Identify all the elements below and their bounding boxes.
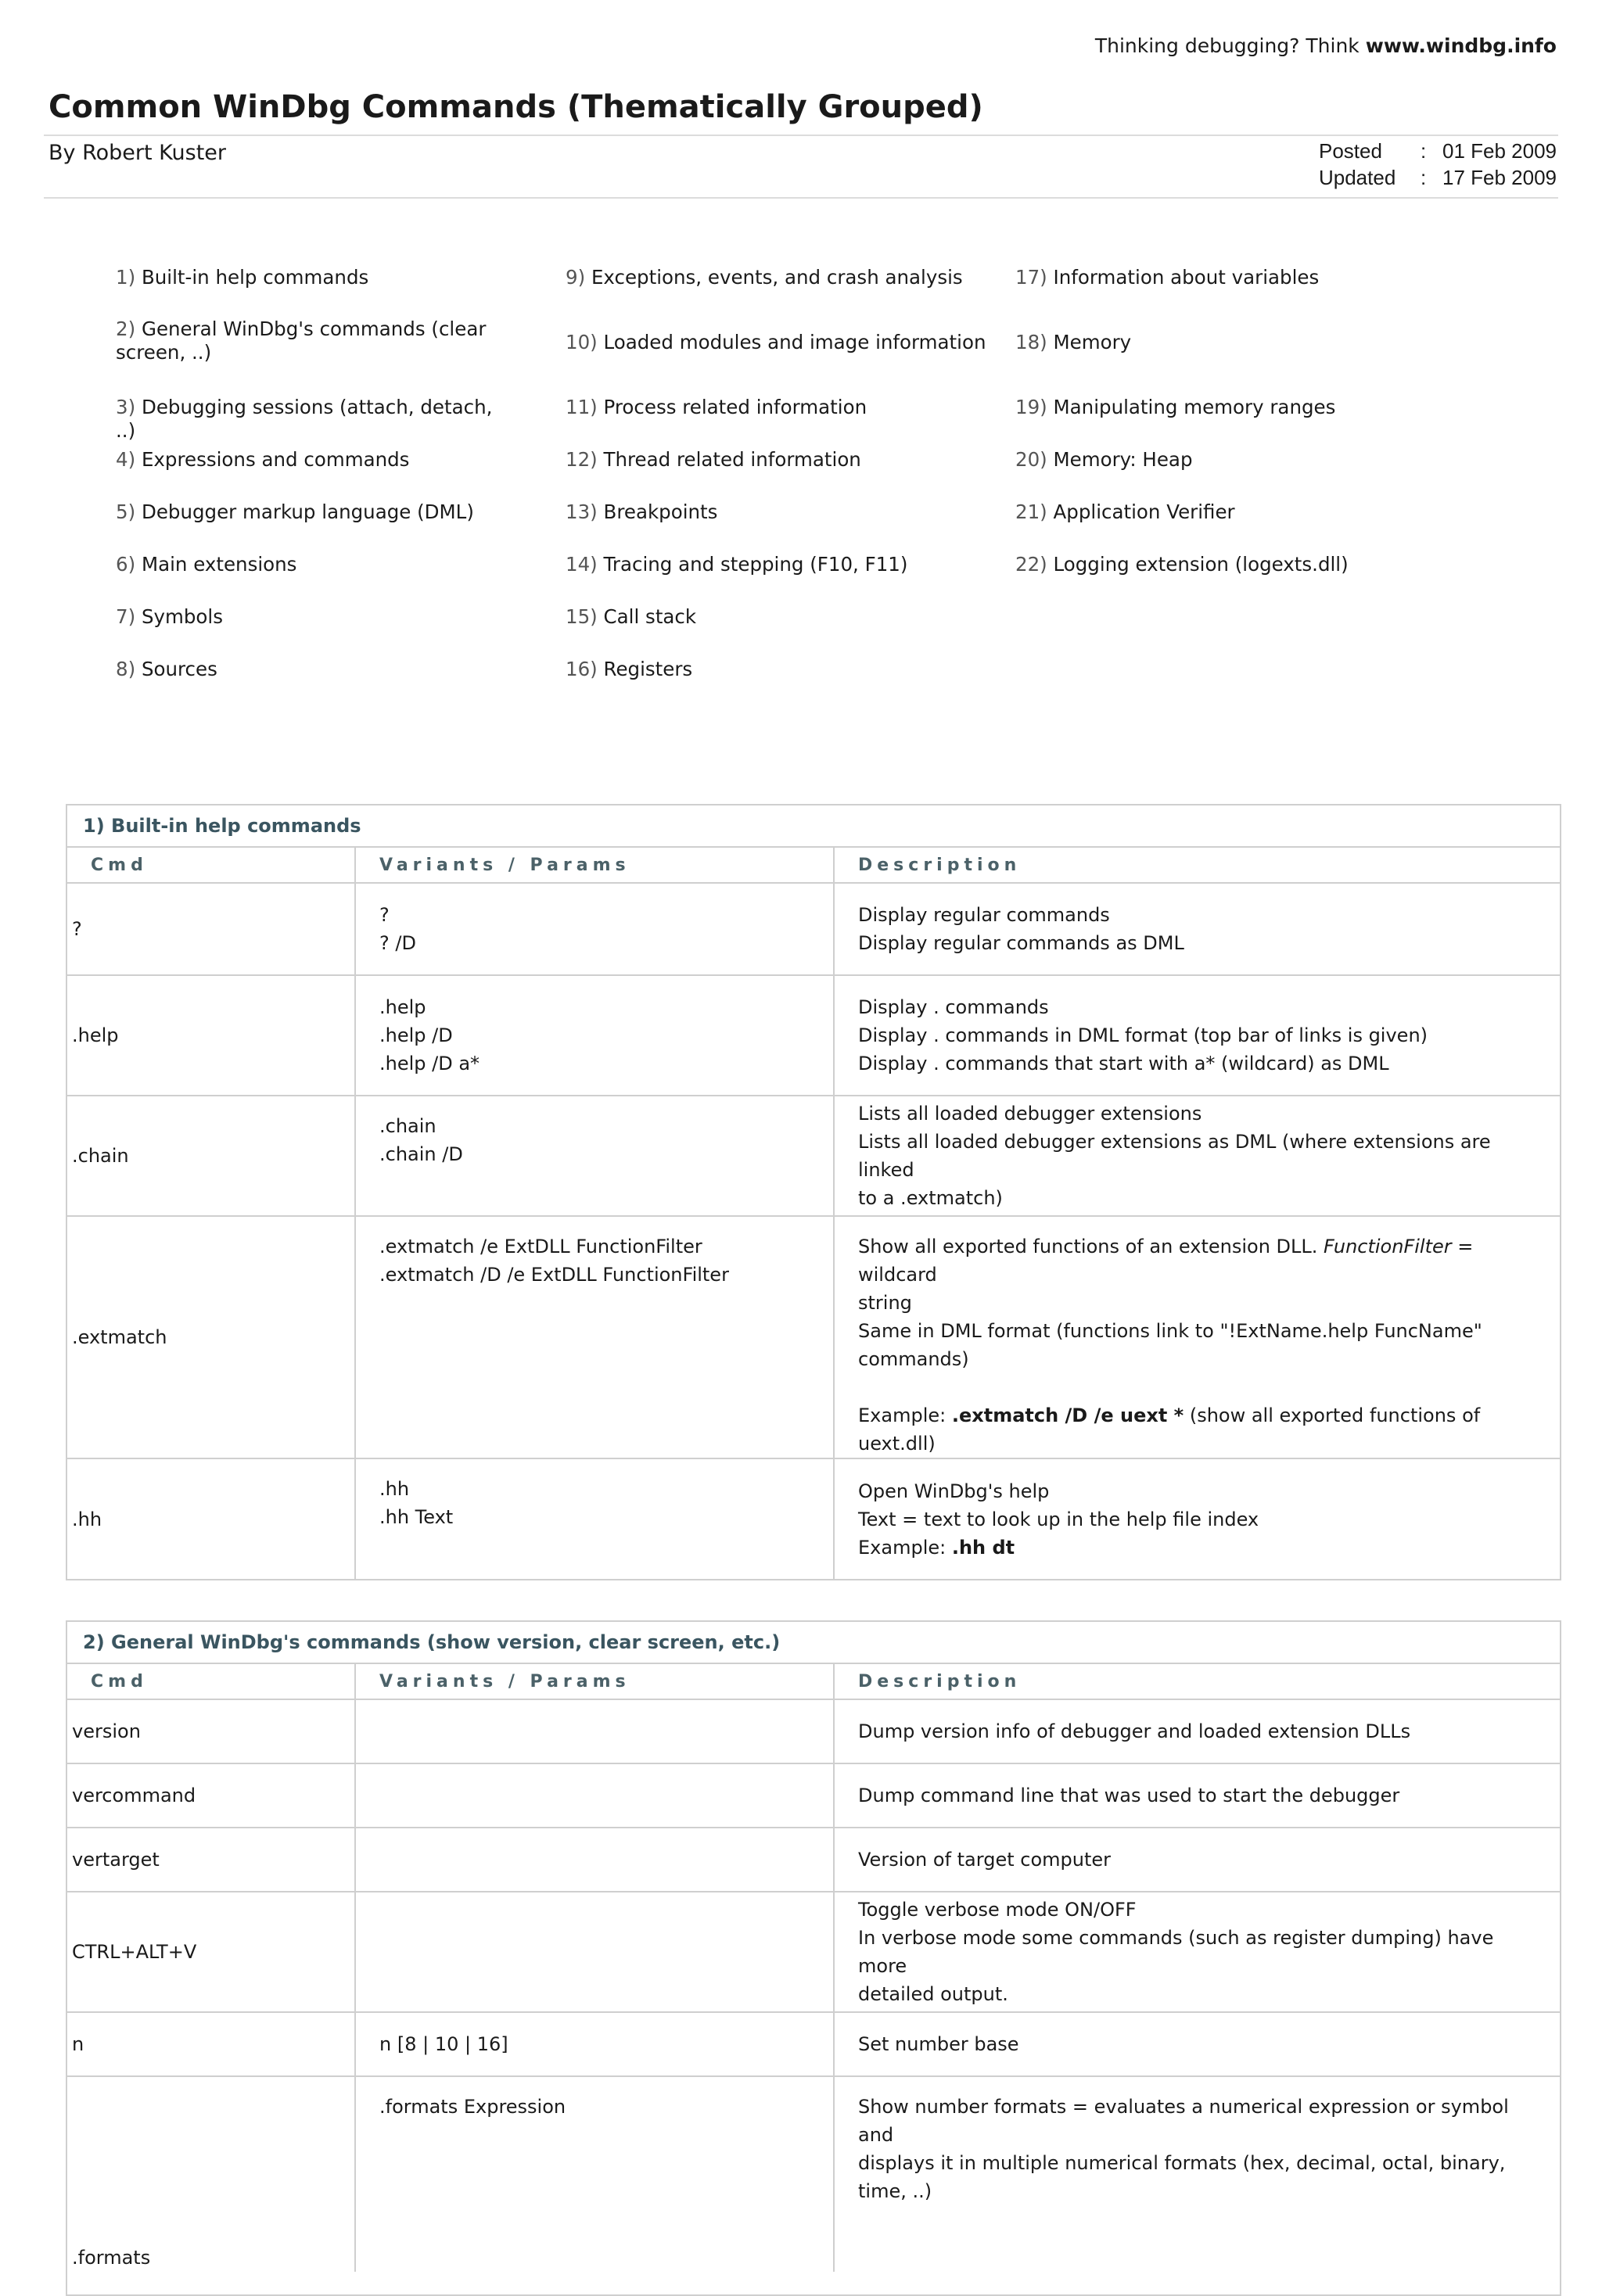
- toc-link[interactable]: 8) Sources: [116, 658, 217, 680]
- cmd-cell: n: [67, 2012, 355, 2076]
- posted-date: 01 Feb 2009: [1442, 139, 1557, 163]
- variants-cell: [355, 1699, 834, 1763]
- posted-colon: :: [1420, 139, 1427, 163]
- variants-cell: .hh .hh Text: [355, 1458, 834, 1579]
- updated-colon: :: [1420, 166, 1427, 189]
- section-general-commands: [66, 1620, 1561, 2296]
- description-cell: Show number formats = evaluates a numerical expression or symbol and displays it in multiple numerical formats (hex, decimal, octal, binary, time, ..): [834, 2076, 1560, 2272]
- table-row: [67, 2076, 1560, 2272]
- toc-link[interactable]: 3) Debugging sessions (attach, detach, ..): [116, 396, 493, 442]
- table-row: [67, 1763, 1560, 1828]
- variants-cell: n [8 | 10 | 16]: [355, 2012, 834, 2076]
- cmd-cell: .formats: [67, 2076, 355, 2272]
- commands-table: [67, 1664, 1560, 2272]
- tagline-prefix: Thinking debugging? Think: [1094, 34, 1366, 57]
- section-title: 2) General WinDbg's commands (show version, clear screen, etc.): [67, 1622, 1560, 1664]
- cmd-cell: vertarget: [67, 1828, 355, 1892]
- column-header-variants: Variants / Params: [355, 848, 834, 883]
- toc-link[interactable]: 21) Application Verifier: [1015, 500, 1235, 523]
- toc-link[interactable]: 15) Call stack: [566, 605, 697, 628]
- toc-link[interactable]: 5) Debugger markup language (DML): [116, 500, 474, 523]
- updated-row: [1319, 164, 1557, 191]
- table-header-row: [67, 848, 1560, 883]
- description-cell: Display regular commands Display regular commands as DML: [834, 883, 1560, 975]
- toc-link[interactable]: 19) Manipulating memory ranges: [1015, 396, 1336, 418]
- variants-cell: ? ? /D: [355, 883, 834, 975]
- variants-cell: [355, 1892, 834, 2012]
- title-divider: [44, 135, 1558, 136]
- table-row: [67, 1699, 1560, 1763]
- cmd-cell: .help: [67, 975, 355, 1096]
- toc-link[interactable]: 6) Main extensions: [116, 553, 297, 576]
- description-cell: Show all exported functions of an extension DLL. FunctionFilter = wildcard string Same in DML format (functions link to "!ExtName.help FuncName" commands) Example: .extmatch /D /e uext * (show all exported functions of uext.dll): [834, 1216, 1560, 1458]
- variants-cell: .extmatch /e ExtDLL FunctionFilter .extmatch /D /e ExtDLL FunctionFilter: [355, 1216, 834, 1458]
- toc-link[interactable]: 1) Built-in help commands: [116, 266, 369, 289]
- table-header-row: [67, 1664, 1560, 1699]
- column-header-variants: Variants / Params: [355, 1664, 834, 1699]
- toc-link[interactable]: 16) Registers: [566, 658, 693, 680]
- section-title: 1) Built-in help commands: [67, 805, 1560, 848]
- posted-row: [1319, 138, 1557, 164]
- cmd-cell: .chain: [67, 1096, 355, 1216]
- cmd-cell: .extmatch: [67, 1216, 355, 1458]
- column-header-description: Description: [834, 1664, 1560, 1699]
- table-row: [67, 1216, 1560, 1458]
- description-cell: Set number base: [834, 2012, 1560, 2076]
- site-tagline: [1095, 34, 1557, 57]
- table-row: [67, 1892, 1560, 2012]
- toc-link[interactable]: 17) Information about variables: [1015, 266, 1320, 289]
- toc-link[interactable]: 14) Tracing and stepping (F10, F11): [566, 553, 908, 576]
- toc-link[interactable]: 12) Thread related information: [566, 448, 861, 471]
- cmd-cell: ?: [67, 883, 355, 975]
- table-row: [67, 2012, 1560, 2076]
- site-link[interactable]: www.windbg.info: [1365, 34, 1557, 57]
- table-row: [67, 975, 1560, 1096]
- date-block: [1319, 138, 1557, 191]
- toc-link[interactable]: 7) Symbols: [116, 605, 223, 628]
- toc-link[interactable]: 4) Expressions and commands: [116, 448, 410, 471]
- author-byline: By Robert Kuster: [48, 141, 227, 165]
- commands-table: [67, 848, 1560, 1579]
- updated-label: Updated: [1318, 166, 1396, 189]
- posted-label: Posted: [1318, 139, 1382, 163]
- toc-link[interactable]: 20) Memory: Heap: [1015, 448, 1193, 471]
- column-header-cmd: Cmd: [67, 848, 355, 883]
- variants-cell: [355, 1828, 834, 1892]
- section-built-in-help: [66, 804, 1561, 1580]
- cmd-cell: version: [67, 1699, 355, 1763]
- variants-cell: .formats Expression: [355, 2076, 834, 2272]
- cmd-cell: vercommand: [67, 1763, 355, 1828]
- table-row: [67, 1828, 1560, 1892]
- description-cell: Version of target computer: [834, 1828, 1560, 1892]
- toc-link[interactable]: 18) Memory: [1015, 331, 1132, 353]
- description-cell: Lists all loaded debugger extensions Lists all loaded debugger extensions as DML (where extensions are linked to a .extmatch): [834, 1096, 1560, 1216]
- variants-cell: [355, 1763, 834, 1828]
- updated-date: 17 Feb 2009: [1442, 166, 1557, 189]
- table-row: [67, 1096, 1560, 1216]
- description-cell: Dump version info of debugger and loaded extension DLLs: [834, 1699, 1560, 1763]
- description-cell: Open WinDbg's help Text = text to look up in the help file index Example: .hh dt: [834, 1458, 1560, 1579]
- cmd-cell: .hh: [67, 1458, 355, 1579]
- toc-link[interactable]: 9) Exceptions, events, and crash analysis: [566, 266, 963, 289]
- toc-link[interactable]: 13) Breakpoints: [566, 500, 718, 523]
- header-divider: [44, 197, 1558, 199]
- table-row: [67, 883, 1560, 975]
- toc-link[interactable]: 10) Loaded modules and image information: [566, 331, 986, 353]
- column-header-cmd: Cmd: [67, 1664, 355, 1699]
- toc-link[interactable]: 2) General WinDbg's commands (clear screen, ..): [116, 317, 487, 364]
- variants-cell: .chain .chain /D: [355, 1096, 834, 1216]
- page-title: Common WinDbg Commands (Thematically Grouped): [48, 89, 983, 125]
- variants-cell: .help .help /D .help /D a*: [355, 975, 834, 1096]
- description-cell: Dump command line that was used to start the debugger: [834, 1763, 1560, 1828]
- column-header-description: Description: [834, 848, 1560, 883]
- description-cell: Toggle verbose mode ON/OFF In verbose mode some commands (such as register dumping) have more detailed output.: [834, 1892, 1560, 2012]
- description-cell: Display . commands Display . commands in DML format (top bar of links is given) Display . commands that start with a* (wildcard) as DML: [834, 975, 1560, 1096]
- toc-link[interactable]: 22) Logging extension (logexts.dll): [1015, 553, 1349, 576]
- table-row: [67, 1458, 1560, 1579]
- cmd-cell: CTRL+ALT+V: [67, 1892, 355, 2012]
- toc-link[interactable]: 11) Process related information: [566, 396, 867, 418]
